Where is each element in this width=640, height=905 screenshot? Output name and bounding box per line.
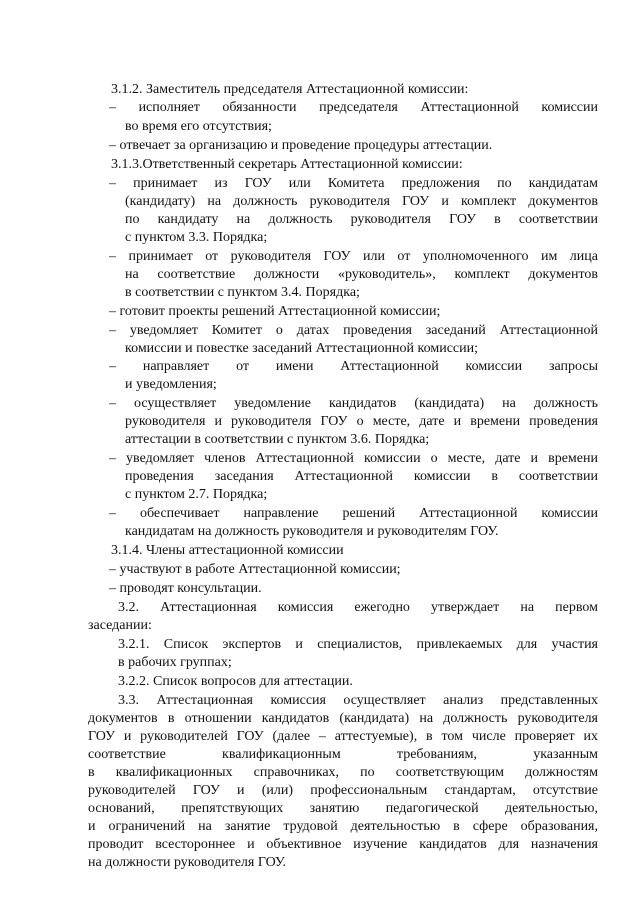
text-line: на соответствие должности «руководитель», комплект документов bbox=[125, 267, 598, 282]
text-line: руководителя и руководителя ГОУ о месте, дате и времени проведения bbox=[125, 414, 598, 429]
text-line: аттестации в соответствии с пунктом 3.6. Порядка; bbox=[125, 432, 430, 447]
text-line: проведения заседания Аттестационной комиссии в соответствии bbox=[125, 469, 598, 484]
text-line: проводит всестороннее и объективное изучение кандидатов для назначения bbox=[88, 837, 598, 852]
text-line: 3.2.1. Список экспертов и специалистов, привлекаемых для участия bbox=[118, 637, 598, 652]
text-line: в соответствии с пунктом 3.4. Порядка; bbox=[125, 285, 360, 300]
text-line: документов в отношении кандидатов (кандидата) на должность руководителя bbox=[88, 711, 598, 726]
text-line: – принимает от руководителя ГОУ или от уполномоченного им лица bbox=[109, 249, 598, 264]
text-line: во время его отсутствия; bbox=[125, 119, 272, 134]
text-line: на должности руководителя ГОУ. bbox=[88, 855, 287, 870]
text-line: (кандидату) на должность руководителя ГОУ и комплект документов bbox=[125, 194, 598, 209]
text-line: с пунктом 2.7. Порядка; bbox=[125, 487, 268, 502]
text-line: руководителей ГОУ и (или) профессиональным стандартам, отсутствие bbox=[88, 783, 598, 798]
text-line: – уведомляет Комитет о датах проведения заседаний Аттестационной bbox=[109, 323, 598, 338]
text-line: – участвуют в работе Аттестационной комиссии; bbox=[109, 562, 401, 577]
text-line: – проводят консультации. bbox=[109, 581, 262, 596]
text-line: соответствие квалификационным требованиям, указанным bbox=[88, 747, 598, 762]
text-line: комиссии и повестке заседаний Аттестационной комиссии; bbox=[125, 341, 479, 356]
text-line: оснований, препятствующих занятию педагогической деятельностью, bbox=[88, 801, 598, 816]
text-line: и ограничений на занятие трудовой деятельностью в сфере образования, bbox=[88, 819, 598, 834]
text-line: 3.1.4. Члены аттестационной комиссии bbox=[111, 543, 344, 558]
text-line: по кандидату на должность руководителя ГОУ в соответствии bbox=[125, 212, 598, 227]
text-line: – уведомляет членов Аттестационной комиссии о месте, дате и времени bbox=[109, 451, 598, 466]
text-line: в рабочих группах; bbox=[118, 655, 232, 670]
text-line: – готовит проекты решений Аттестационной комиссии; bbox=[109, 304, 441, 319]
text-line: – осуществляет уведомление кандидатов (кандидата) на должность bbox=[109, 396, 598, 411]
text-line: 3.1.3.Ответственный секретарь Аттестационной комиссии: bbox=[111, 157, 463, 172]
text-line: – исполняет обязанности председателя Аттестационной комиссии bbox=[109, 100, 598, 115]
text-line: – обеспечивает направление решений Аттестационной комиссии bbox=[109, 506, 598, 521]
text-line: – отвечает за организацию и проведение процедуры аттестации. bbox=[109, 138, 493, 153]
text-line: 3.1.2. Заместитель председателя Аттестационной комиссии: bbox=[111, 82, 469, 97]
text-line: – принимает из ГОУ или Комитета предложения по кандидатам bbox=[109, 176, 598, 191]
text-line: 3.2.2. Список вопросов для аттестации. bbox=[118, 674, 353, 689]
text-line: с пунктом 3.3. Порядка; bbox=[125, 230, 268, 245]
text-line: заседании: bbox=[88, 618, 152, 633]
text-line: ГОУ и руководителей ГОУ (далее – аттестуемые), в том числе проверяет их bbox=[88, 729, 598, 744]
text-line: 3.3. Аттестационная комиссия осуществляет анализ представленных bbox=[118, 693, 598, 708]
text-line: в квалификационных справочниках, по соответствующим должностям bbox=[88, 765, 598, 780]
text-line: – направляет от имени Аттестационной комиссии запросы bbox=[109, 359, 598, 374]
text-line: кандидатам на должность руководителя и руководителям ГОУ. bbox=[125, 524, 499, 539]
text-line: 3.2. Аттестационная комиссия ежегодно утверждает на первом bbox=[118, 600, 598, 615]
text-line: и уведомления; bbox=[125, 377, 217, 392]
